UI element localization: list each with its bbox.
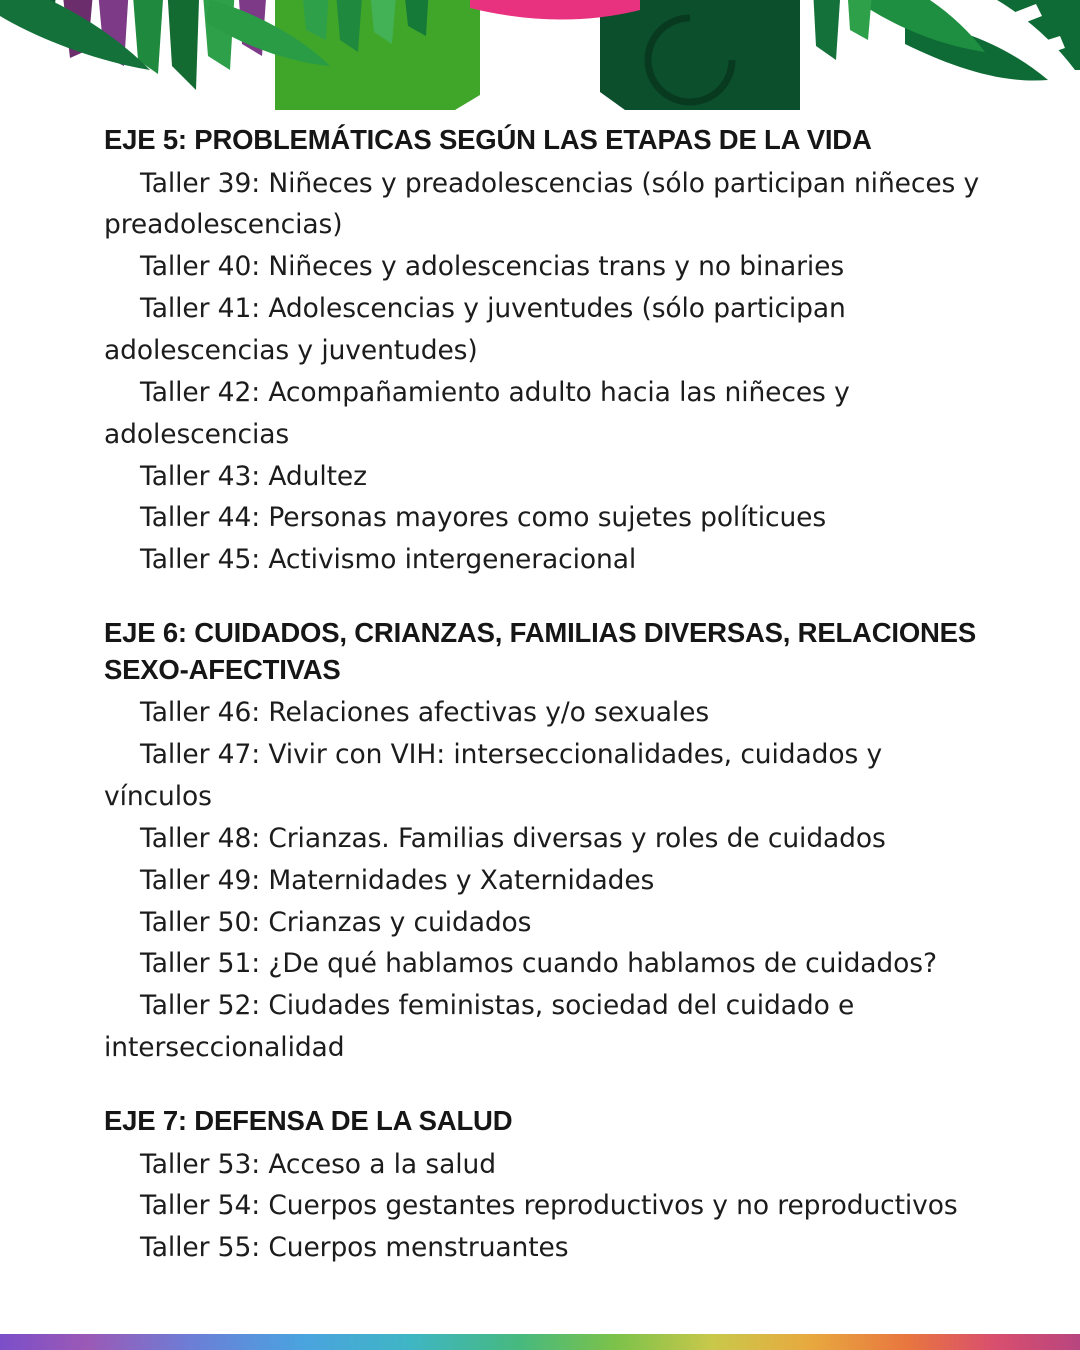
workshop-item: Taller 50: Crianzas y cuidados <box>140 906 532 938</box>
workshop-item: Taller 47: Vivir con VIH: interseccionalidades, cuidados y vínculos <box>104 739 883 812</box>
section-title: EJE 7: DEFENSA DE LA SALUD <box>104 1105 513 1137</box>
workshop-item: Taller 48: Crianzas. Familias diversas y roles de cuidados <box>140 822 886 854</box>
section-eje-5 <box>104 122 996 581</box>
document-body <box>0 122 1080 1269</box>
workshop-item: Taller 52: Ciudades feministas, sociedad del cuidado e interseccionalidad <box>104 990 855 1064</box>
workshop-item: Taller 45: Activismo intergeneracional <box>140 544 637 576</box>
workshop-item: Taller 46: Relaciones afectivas y/o sexuales <box>140 697 710 729</box>
workshop-item: Taller 41: Adolescencias y juventudes (sólo participan adolescencias y juventudes) <box>104 293 846 366</box>
top-foliage-banner <box>0 0 1080 120</box>
workshop-item: Taller 51: ¿De qué hablamos cuando hablamos de cuidados? <box>140 948 937 980</box>
workshop-item: Taller 44: Personas mayores como sujetes políticues <box>140 502 827 534</box>
section-title: EJE 6: CUIDADOS, CRIANZAS, FAMILIAS DIVERSAS, RELACIONES SEXO-AFECTIVAS <box>104 617 976 685</box>
section-title: EJE 5: PROBLEMÁTICAS SEGÚN LAS ETAPAS DE LA VIDA <box>104 124 872 155</box>
rainbow-gradient-bar <box>0 1334 1080 1350</box>
workshop-item: Taller 39: Niñeces y preadolescencias (sólo participan niñeces y preadolescencias) <box>104 167 980 241</box>
workshop-item: Taller 49: Maternidades y Xaternidades <box>140 864 655 896</box>
workshop-item: Taller 42: Acompañamiento adulto hacia las niñeces y adolescencias <box>104 376 850 450</box>
section-eje-6 <box>104 615 996 1069</box>
workshop-item: Taller 55: Cuerpos menstruantes <box>140 1232 569 1264</box>
workshop-item: Taller 40: Niñeces y adolescencias trans y no binaries <box>140 251 845 283</box>
workshop-item: Taller 54: Cuerpos gestantes reproductivos y no reproductivos <box>140 1190 958 1222</box>
workshop-item: Taller 43: Adultez <box>140 460 367 492</box>
workshop-item: Taller 53: Acceso a la salud <box>140 1148 496 1180</box>
section-eje-7 <box>104 1103 996 1269</box>
